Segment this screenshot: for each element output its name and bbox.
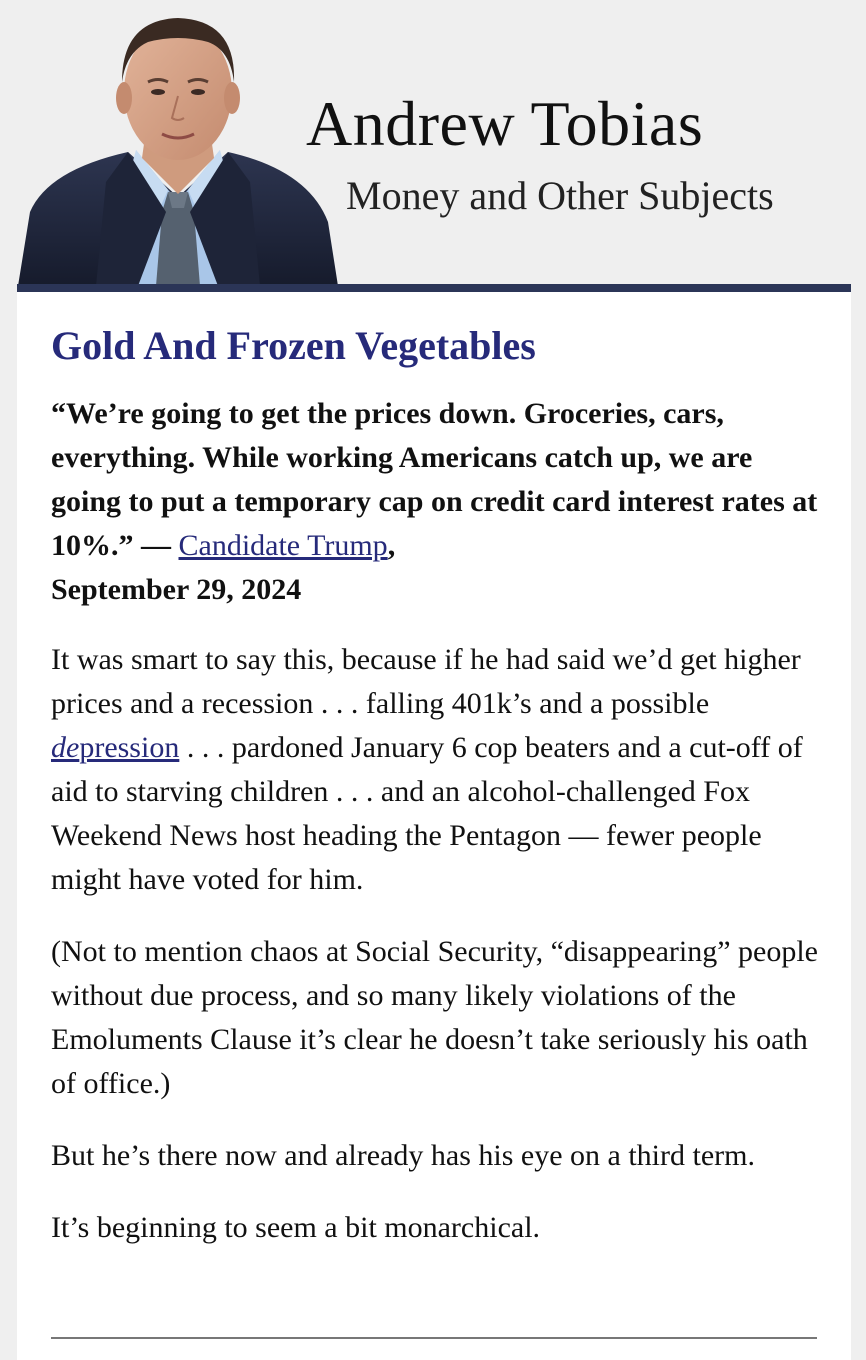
candidate-trump-link[interactable]: Candidate Trump [178, 529, 388, 562]
article-end-divider [51, 1337, 817, 1339]
site-title[interactable]: Andrew Tobias [306, 88, 704, 159]
opening-quote [51, 392, 821, 612]
paragraph-1-before: It was smart to say this, because if he had said we’d get higher prices and a recession . . . falling 401k’s and a possible [51, 643, 801, 720]
depression-link[interactable] [51, 731, 179, 764]
article [51, 322, 821, 1278]
paragraph-3: But he’s there now and already has his eye on a third term. [51, 1139, 755, 1172]
site-header [0, 0, 866, 286]
depression-link-rest: pression [79, 731, 180, 764]
paragraph-1-after: . . . pardoned January 6 cop beaters and a cut-off of aid to starving children . . . and an alcohol-challenged Fox Weekend News host heading the Pentagon — fewer people might have voted for him. [51, 731, 803, 896]
site-subtitle: Money and Other Subjects [346, 173, 774, 218]
paragraph-1 [51, 638, 821, 902]
content-panel [17, 292, 851, 1360]
depression-link-italic: de [51, 731, 80, 764]
paragraph-4: It’s beginning to seem a bit monarchical. [51, 1211, 541, 1244]
quote-date: September 29, 2024 [51, 573, 302, 606]
article-title[interactable]: Gold And Frozen Vegetables [51, 323, 536, 368]
quote-text: “We’re going to get the prices down. Groceries, cars, everything. While working Americans catch up, we are going to put a temporary cap on credit card interest rates at 10%.” — [51, 397, 818, 562]
header-divider-bar [17, 284, 851, 292]
author-portrait [18, 12, 338, 286]
paragraph-2: (Not to mention chaos at Social Security, “disappearing” people without due process, and so many likely violations of the Emoluments Clause it’s clear he doesn’t take seriously his oath of office.) [51, 935, 818, 1100]
quote-after-link: , [387, 529, 396, 562]
